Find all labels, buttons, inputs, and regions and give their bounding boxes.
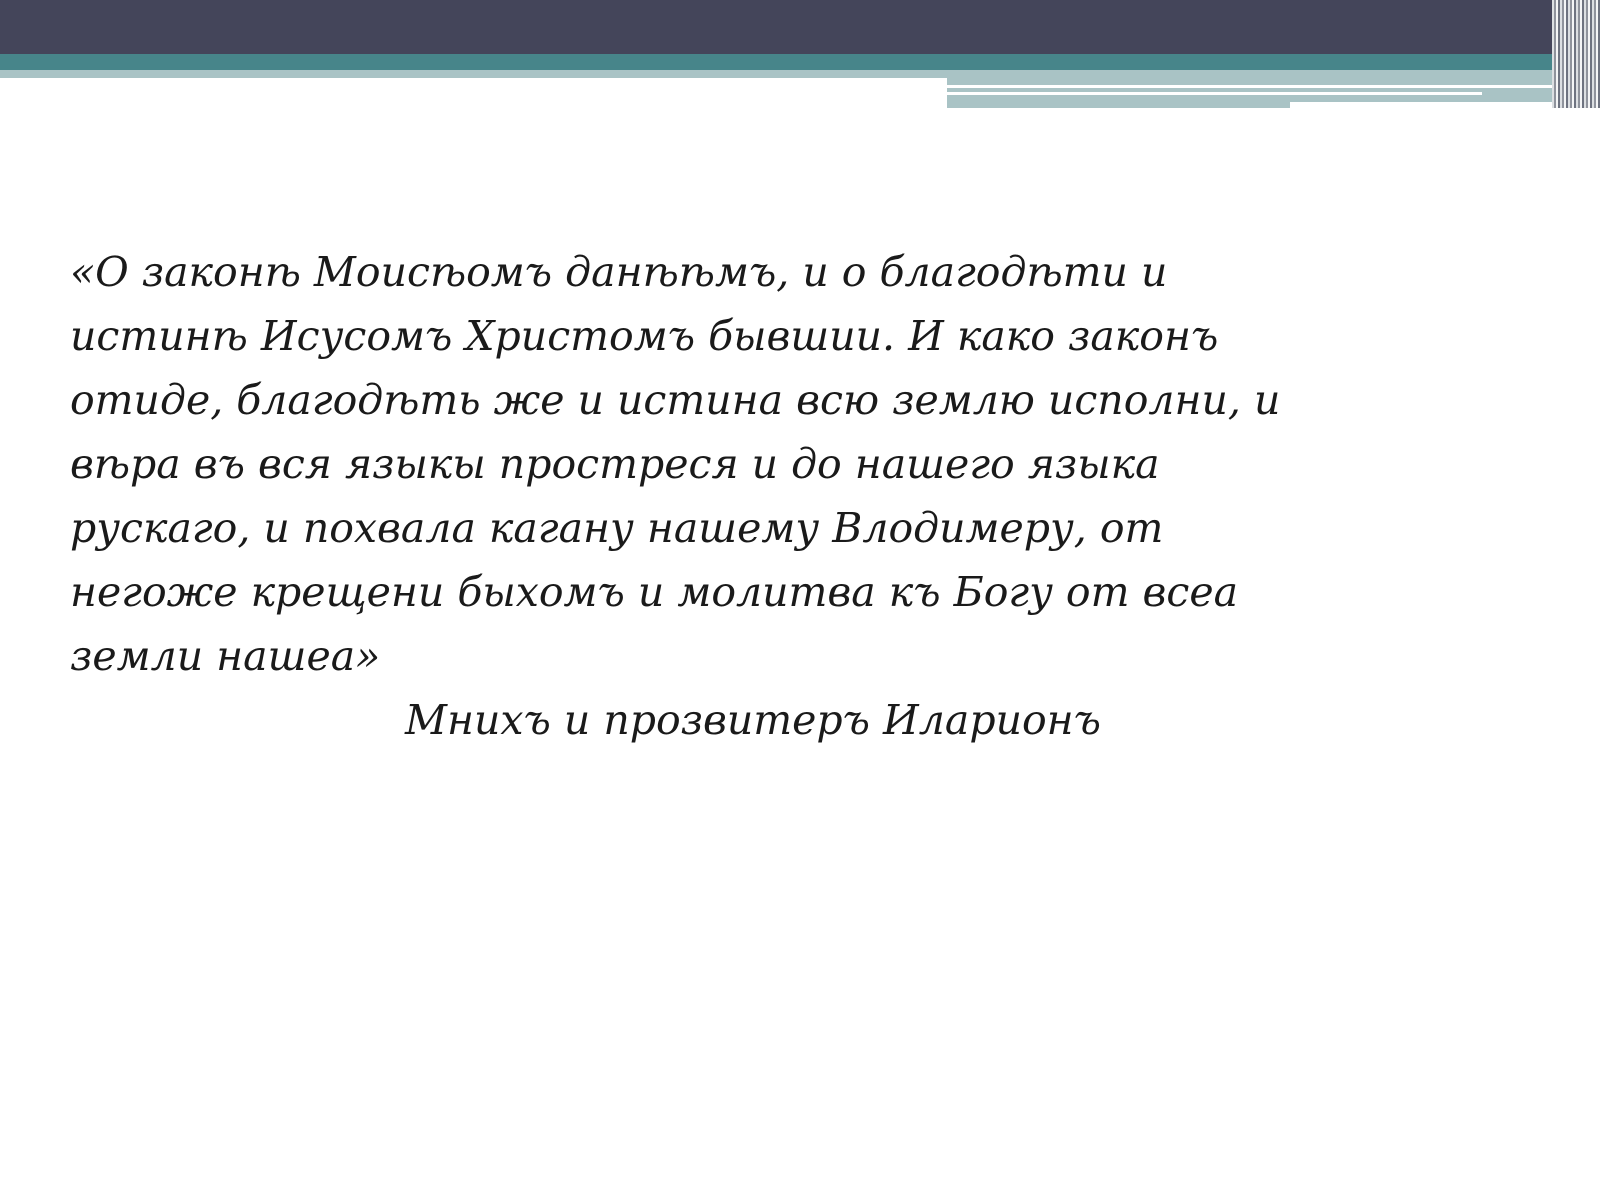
quote-line: рускаго, и похвала кагану нашему Влодимеру, от (70, 504, 1164, 552)
quote-line: вѣра въ вся языкы простреся и до нашего языка (70, 440, 1160, 488)
header-accent-line (947, 85, 1600, 88)
header-corner-stripes (1552, 0, 1600, 108)
quote-line: «О законѣ Моисѣомъ данѣѣмъ, и о благодѣти и (70, 248, 1168, 296)
header-band-pale-left (0, 70, 947, 78)
quote-line: истинѣ Исусомъ Христомъ бывшии. И како законъ (70, 312, 1219, 360)
header-accent-line (947, 92, 1482, 95)
quote-line: отиде, благодѣть же и истина всю землю исполни, и (70, 376, 1281, 424)
quote-line: негоже крещени быхомъ и молитва къ Богу от всеа (70, 568, 1239, 616)
quote-attribution: Мнихъ и прозвитеръ Иларионъ (405, 696, 1101, 744)
quote-text (70, 240, 1370, 688)
header-band-teal (0, 54, 1600, 70)
header-band-dark (0, 0, 1600, 54)
quote-line: земли нашеа» (70, 632, 381, 680)
